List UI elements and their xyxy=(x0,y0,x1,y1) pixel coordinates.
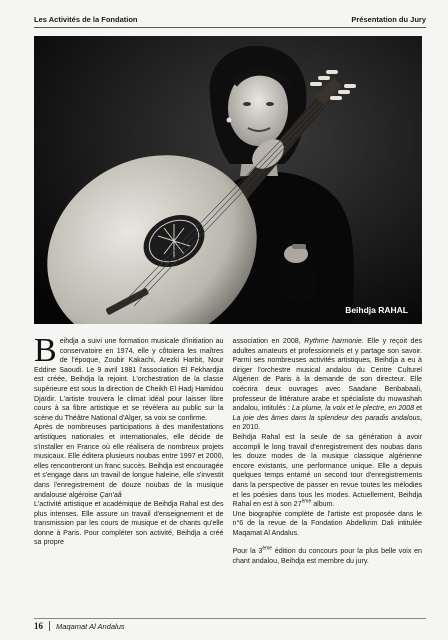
text-run: album. xyxy=(311,500,335,509)
article-column-right xyxy=(233,337,423,567)
page-footer xyxy=(34,621,125,631)
italic-term: Rythme harmonie xyxy=(304,337,362,345)
italic-term: Çan'aâ xyxy=(99,490,122,499)
photo-caption: Beihdja RAHAL xyxy=(345,305,408,315)
paragraph xyxy=(34,423,224,500)
superscript: ème xyxy=(301,498,312,505)
book-title: La plume, la voix et le plectre, en 2008 xyxy=(291,404,415,413)
text-run: Beihdja Rahal est la seule de sa génération à avoir accompli le long travail d'enregistrement des noubas dans les douze modes de la musique classique algérienne encore existants, une performance unique. Elle a depuis quelques temps entamé un second tour d'enregistrements dans la perspective de passer en revue toutes les mélodies et les poésies dans tous les modes. Actuellement, Beihdja Rahal en est à son 27 xyxy=(232,432,422,509)
paragraph xyxy=(233,337,423,433)
running-header xyxy=(34,12,426,26)
text-run: et xyxy=(414,404,423,413)
drop-cap: B xyxy=(34,332,57,369)
text-run: édition du concours pour la plus belle voix en chant andalou, Beihdja est membre du jury. xyxy=(232,547,422,566)
oud-player-illustration xyxy=(34,36,422,324)
page-number: 16 xyxy=(34,621,43,631)
paragraph-text: eihdja a suivi une formation musicale d'initiation au conservatoire en 1974, elle y côtoiera les maîtres de l'époque, Zoubir Kakachi, Arezki Harbit, Nour Eddine Saoudi. Le 9 avril 1981 l'association El Fekhardjia est créée, Beihdja la rejoint. L'orchestration de la classe supérieure est sous la direction de Cheikh El Hadj Hamidou Djaïdir. L'artiste trouvera le climat idéal pour laisser libre cours à sa fibre artistique et se révèlera au public sur la scène du Théâtre National d'Alger, sa voix se confirme. xyxy=(34,337,224,422)
paragraph xyxy=(34,500,224,548)
page-topic: Présentation du Jury xyxy=(351,14,426,24)
paragraph xyxy=(233,510,423,539)
footer-divider xyxy=(49,621,50,631)
publication-name: Maqamat Al Andalus xyxy=(56,621,125,631)
article-body xyxy=(34,332,423,567)
paragraph xyxy=(233,547,423,566)
paragraph xyxy=(34,332,224,423)
text-run: association en 2008, xyxy=(232,337,305,345)
header-rule xyxy=(34,27,426,28)
paragraph xyxy=(233,433,423,510)
paragraph-text: Après de nombreuses participations à des manifestations artistiques nationales et internationales, elle décide de s'installer en France où elle réalisera de nombreux projets musicaux. Elle éditera plusieurs noubas entre 1997 et 2000, elles rencontreront un franc succès. Beihdja est encouragée et s'engage dans un travail de longue haleine, elle s'investit dans l'enregistrement de douze noubas de la musique andalouse algéroise xyxy=(34,423,224,499)
book-title: La joie des âmes dans la splendeur des paradis andalous xyxy=(232,413,421,422)
text-run: Pour la 3 xyxy=(232,547,263,556)
paragraph-text: L'activité artistique et académique de Beihdja Rahal est des plus intenses. Elle assure un travail d'enseignement et de transmission par les cours de musique et de chants qu'elle donne à Paris. Pour compléter son activité, Beihdja a créé sa propre xyxy=(34,500,224,547)
footer-rule xyxy=(34,618,426,619)
text-run: , en 2010. xyxy=(232,413,422,432)
section-title: Les Activités de la Fondation xyxy=(34,14,138,24)
text-run: . Elle y reçoit des adultes amateurs et professionnels et y partage son savoir. Parmi ses nombreuses activités artistiques, Beihdja a eu à diriger l'orchestre musical andalou du Centre Culturel Algérien de Paris à la demande de son directeur. Elle coécrira deux ouvrages avec Saadane Benbabaali, professeur de littérature arabe et spécialiste du muwashah andalou, intitulés : xyxy=(232,337,422,413)
article-column-left xyxy=(34,332,224,567)
superscript: ème xyxy=(262,546,273,553)
text-run: Une biographie complète de l'artiste est proposée dans le n°6 de la revue de la Fondation Abdelkrim Dali intitulée Maqamat Al Andalus. xyxy=(232,509,422,537)
portrait-photo xyxy=(34,36,422,324)
